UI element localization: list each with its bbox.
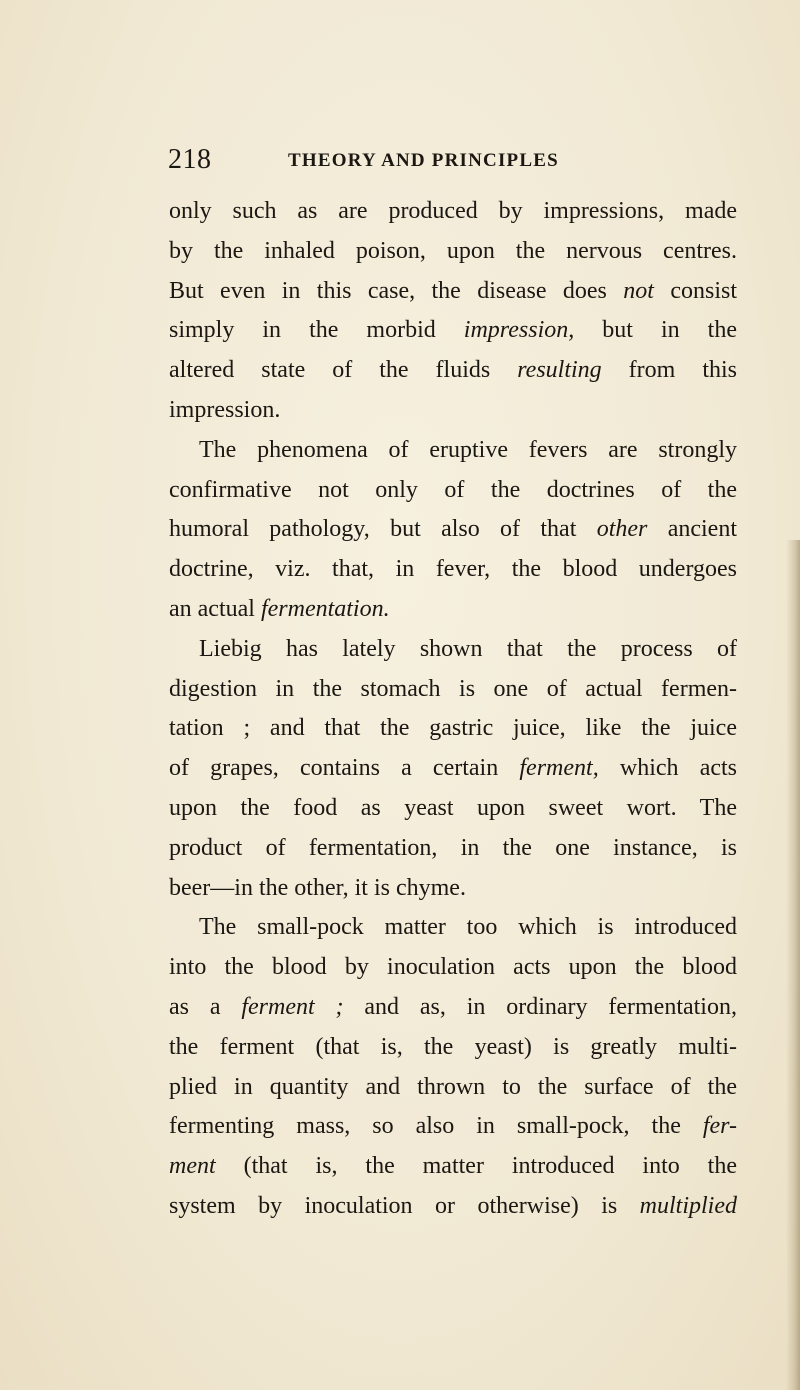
text-line-18: beer—in the other, it is chyme.	[169, 874, 466, 901]
text-line-20: into the blood by inoculation acts upon the blood	[169, 954, 737, 981]
body-text	[169, 192, 737, 1227]
text-line-2: by the inhaled poison, upon the nervous centres.	[169, 237, 737, 264]
text-line-12: Liebig has lately shown that the process of	[199, 635, 737, 662]
text-line-4: simply in the morbid impression, but in the	[169, 317, 737, 344]
text-line-1: only such as are produced by impressions, made	[169, 198, 737, 224]
text-line-14: tation ; and that the gastric juice, like the juice	[169, 715, 737, 742]
running-header	[168, 144, 628, 180]
text-line-17: product of fermentation, in the one instance, is	[169, 834, 737, 861]
text-line-5: altered state of the fluids resulting from this	[169, 357, 738, 384]
text-line-15: of grapes, contains a certain ferment, which acts	[169, 755, 738, 782]
running-title: THEORY AND PRINCIPLES	[288, 150, 559, 171]
text-line-10: doctrine, viz. that, in fever, the blood undergoes	[169, 556, 737, 583]
text-line-13: digestion in the stomach is one of actual fermen-	[169, 675, 737, 702]
text-line-22: the ferment (that is, the yeast) is greatly multi-	[169, 1033, 737, 1060]
page-edge-shadow	[786, 540, 800, 1390]
page-number: 218	[168, 144, 212, 175]
text-line-8: confirmative not only of the doctrines of the	[169, 476, 737, 503]
text-line-24: fermenting mass, so also in small-pock, the fer-	[169, 1113, 737, 1140]
text-line-6: impression.	[169, 396, 281, 423]
text-line-11: an actual fermentation.	[169, 595, 390, 622]
text-line-25: ment (that is, the matter introduced into the	[169, 1153, 737, 1180]
text-line-26: system by inoculation or otherwise) is multiplied	[169, 1192, 737, 1219]
text-line-21: as a ferment ; and as, in ordinary fermentation,	[169, 993, 737, 1020]
text-line-23: plied in quantity and thrown to the surface of the	[169, 1073, 737, 1100]
text-line-19: The small-pock matter too which is introduced	[199, 914, 737, 941]
text-line-3: But even in this case, the disease does not consist	[169, 277, 737, 304]
text-line-16: upon the food as yeast upon sweet wort. The	[169, 794, 737, 821]
text-line-9: humoral pathology, but also of that other ancient	[169, 516, 737, 543]
text-line-7: The phenomena of eruptive fevers are strongly	[199, 436, 737, 463]
